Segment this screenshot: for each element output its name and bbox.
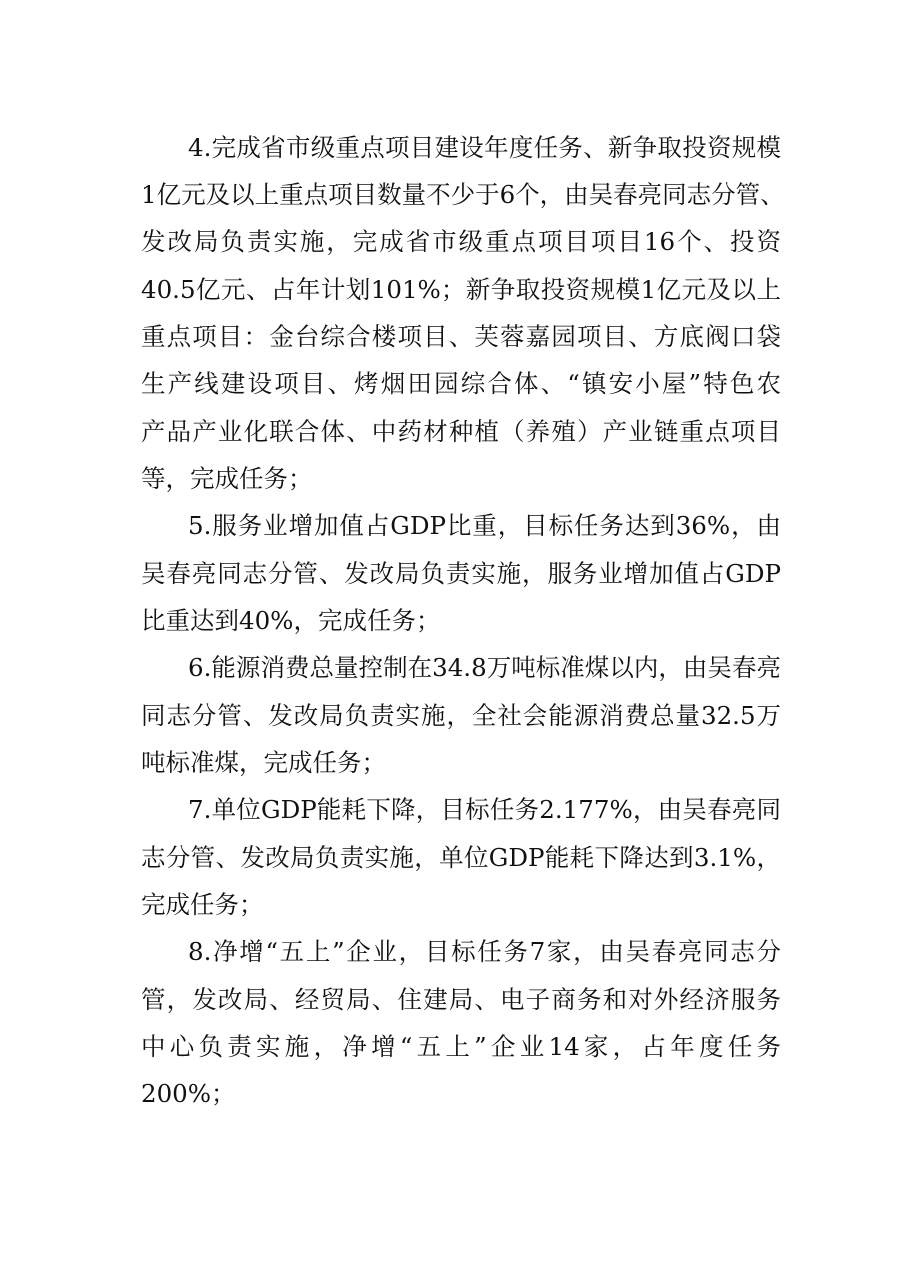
paragraph-4-line-4: 40.5亿元、占年计划101%；新争取投资规模1亿元及以上 [141, 275, 781, 304]
paragraph-7-line-2: 志分管、发改局负责实施，单位GDP能耗下降达到3.1%， [141, 843, 781, 872]
paragraph-4-line-3: 发改局负责实施，完成省市级重点项目项目16个、投资 [141, 227, 781, 256]
paragraph-4-line-1: 4.完成省市级重点项目建设年度任务、新争取投资规模 [188, 133, 781, 162]
paragraph-5-line-1: 5.服务业增加值占GDP比重，目标任务达到36%，由 [188, 511, 781, 540]
paragraph-7-line-3: 完成任务； [141, 890, 264, 919]
paragraph-8-line-4: 200%； [141, 1079, 236, 1108]
paragraph-6-line-2: 同志分管、发改局负责实施，全社会能源消费总量32.5万 [141, 701, 781, 730]
paragraph-4-line-8: 等，完成任务； [141, 464, 313, 493]
paragraph-8-line-2: 管，发改局、经贸局、住建局、电子商务和对外经济服务 [141, 985, 781, 1014]
paragraph-8-line-3: 中心负责实施，净增“五上”企业14家，占年度任务 [141, 1032, 781, 1061]
paragraph-4-line-2: 1亿元及以上重点项目数量不少于6个，由吴春亮同志分管、 [141, 180, 785, 209]
paragraph-8-line-1: 8.净增“五上”企业，目标任务7家，由吴春亮同志分 [188, 937, 781, 966]
paragraph-6-line-1: 6.能源消费总量控制在34.8万吨标准煤以内，由吴春亮 [188, 653, 781, 682]
paragraph-4-line-5: 重点项目：金台综合楼项目、芙蓉嘉园项目、方底阀口袋 [141, 322, 781, 351]
paragraph-5-line-3: 比重达到40%，完成任务； [141, 606, 441, 635]
paragraph-4-line-7: 产品产业化联合体、中药材种植（养殖）产业链重点项目 [141, 417, 781, 446]
paragraph-6-line-3: 吨标准煤，完成任务； [141, 748, 386, 777]
paragraph-5-line-2: 吴春亮同志分管、发改局负责实施，服务业增加值占GDP [141, 559, 781, 588]
paragraph-4-line-6: 生产线建设项目、烤烟田园综合体、“镇安小屋”特色农 [141, 369, 781, 398]
paragraph-7-line-1: 7.单位GDP能耗下降，目标任务2.177%，由吴春亮同 [188, 795, 781, 824]
